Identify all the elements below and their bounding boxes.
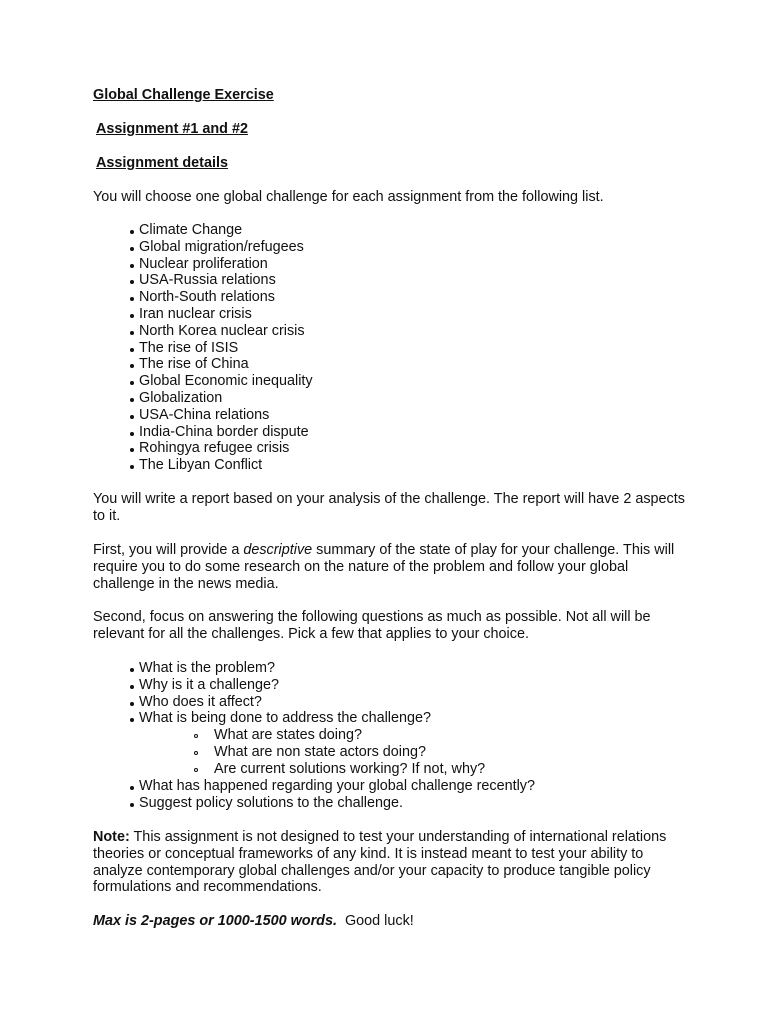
list-item: The rise of China (128, 356, 313, 373)
list-item: The rise of ISIS (128, 340, 313, 357)
second-paragraph: Second, focus on answering the following questions as much as possible. Not all will be relevant for all the challenges. Pick a few that applies to your choice. (93, 609, 651, 642)
question-list-continued (128, 778, 535, 812)
first-paragraph (93, 542, 693, 592)
list-item: North-South relations (128, 289, 313, 306)
list-item: North Korea nuclear crisis (128, 323, 313, 340)
list-item: USA-Russia relations (128, 272, 313, 289)
details-heading: Assignment details (96, 155, 228, 171)
max-length-label: Max is 2-pages or 1000-1500 words. (93, 913, 337, 929)
list-item: The Libyan Conflict (128, 457, 313, 474)
report-paragraph: You will write a report based on your analysis of the challenge. The report will have 2 aspects to it. (93, 491, 685, 524)
list-item: Global migration/refugees (128, 239, 313, 256)
intro-paragraph: You will choose one global challenge for each assignment from the following list. (93, 189, 604, 205)
list-item: USA-China relations (128, 407, 313, 424)
question-list (128, 660, 431, 727)
list-item: What are states doing? (192, 727, 485, 744)
list-item: Globalization (128, 390, 313, 407)
list-item: Why is it a challenge? (128, 677, 431, 694)
note-paragraph (93, 829, 693, 896)
list-item: Global Economic inequality (128, 373, 313, 390)
list-item: Who does it affect? (128, 694, 431, 711)
note-text: This assignment is not designed to test your understanding of international relations theories or conceptual frameworks of any kind. It is instead meant to test your ability to analyze contemporary global challenges and/or your capacity to produce tangible policy formulations and recommendations. (93, 829, 667, 896)
list-item: Rohingya refugee crisis (128, 440, 313, 457)
descriptive-emphasis: descriptive (243, 542, 313, 558)
closing-line (93, 913, 693, 930)
challenge-list (128, 222, 313, 474)
assignment-heading: Assignment #1 and #2 (96, 121, 248, 137)
first-text-end: summary of the state of play for your challenge. This will require you to do some research on the nature of the problem and follow your global challenge in the news media. (93, 542, 675, 592)
good-luck-text: Good luck! (336, 913, 414, 929)
list-item: Are current solutions working? If not, why? (192, 761, 485, 778)
list-item: What is being done to address the challenge? (128, 710, 431, 727)
list-item: Suggest policy solutions to the challenge. (128, 795, 535, 812)
document-title: Global Challenge Exercise (93, 87, 274, 103)
first-text-start: First, you will provide a (93, 542, 244, 558)
list-item: What is the problem? (128, 660, 431, 677)
subquestion-list (192, 727, 485, 777)
list-item: Nuclear proliferation (128, 256, 313, 273)
list-item: India-China border dispute (128, 424, 313, 441)
list-item: Climate Change (128, 222, 313, 239)
list-item: Iran nuclear crisis (128, 306, 313, 323)
list-item: What are non state actors doing? (192, 744, 485, 761)
list-item: What has happened regarding your global challenge recently? (128, 778, 535, 795)
note-label: Note: (93, 829, 130, 845)
